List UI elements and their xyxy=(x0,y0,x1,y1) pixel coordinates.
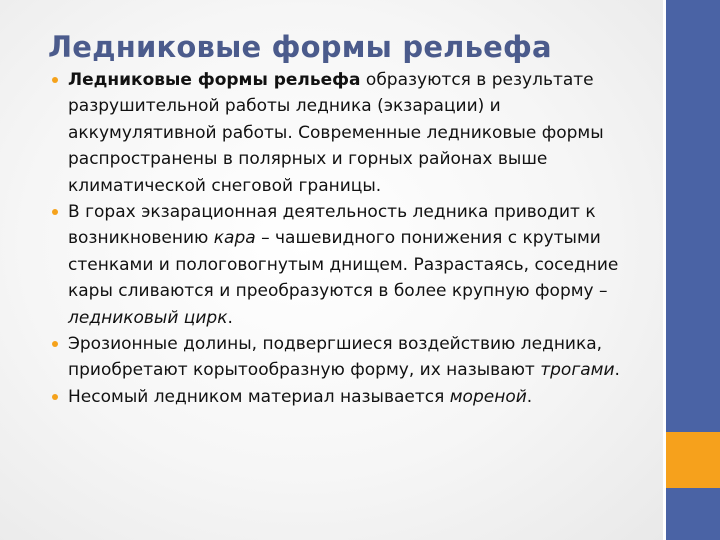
bullet-2-term-cirque: ледниковый цирк xyxy=(68,307,228,328)
bullet-3-term-trog: трогами xyxy=(540,360,615,381)
bullet-item-3 xyxy=(52,331,652,384)
bullet-item-4 xyxy=(52,384,652,410)
bullet-dot-icon xyxy=(52,341,58,347)
bullet-1-bold-term: Ледниковые формы рельефа xyxy=(68,70,361,90)
bullet-list xyxy=(52,67,652,410)
bullet-2-text-before: В горах экзарационная деятельность ледника приводит к возникновению xyxy=(68,202,596,249)
bullet-2-text-middle: – чашевидного понижения с крутыми стенками и пологовогнутым днищем. Разрастаясь, соседние кары сливаются и преобразуются в более крупную форму – xyxy=(68,228,619,302)
bullet-item-2 xyxy=(52,199,652,331)
bullet-dot-icon xyxy=(52,394,58,400)
bullet-4-term-moraine: мореной xyxy=(449,386,527,407)
bullet-dot-icon xyxy=(52,209,58,215)
bullet-2-term-kar: кара xyxy=(213,228,256,249)
bullet-1-text: образуются в результате разрушительной работы ледника (экзарации) и аккумулятивной работы. Современные ледниковые формы распространены в полярных и горных районах выше климатической снеговой границы. xyxy=(68,70,604,196)
bullet-2-text-after: . xyxy=(227,307,233,328)
bullet-3-text-after: . xyxy=(614,360,620,381)
bullet-3-text-before: Эрозионные долины, подвергшиеся воздействию ледника, приобретают корытообразную форму, их называют xyxy=(68,334,603,381)
bullet-4-text-after: . xyxy=(526,386,533,407)
slide-title: Ледниковые формы рельефа xyxy=(48,30,552,64)
bullet-4-text-before: Несомый ледником материал называется xyxy=(68,386,450,407)
bullet-dot-icon xyxy=(52,77,58,83)
side-accent-block xyxy=(666,432,720,488)
bullet-item-1 xyxy=(52,67,652,199)
